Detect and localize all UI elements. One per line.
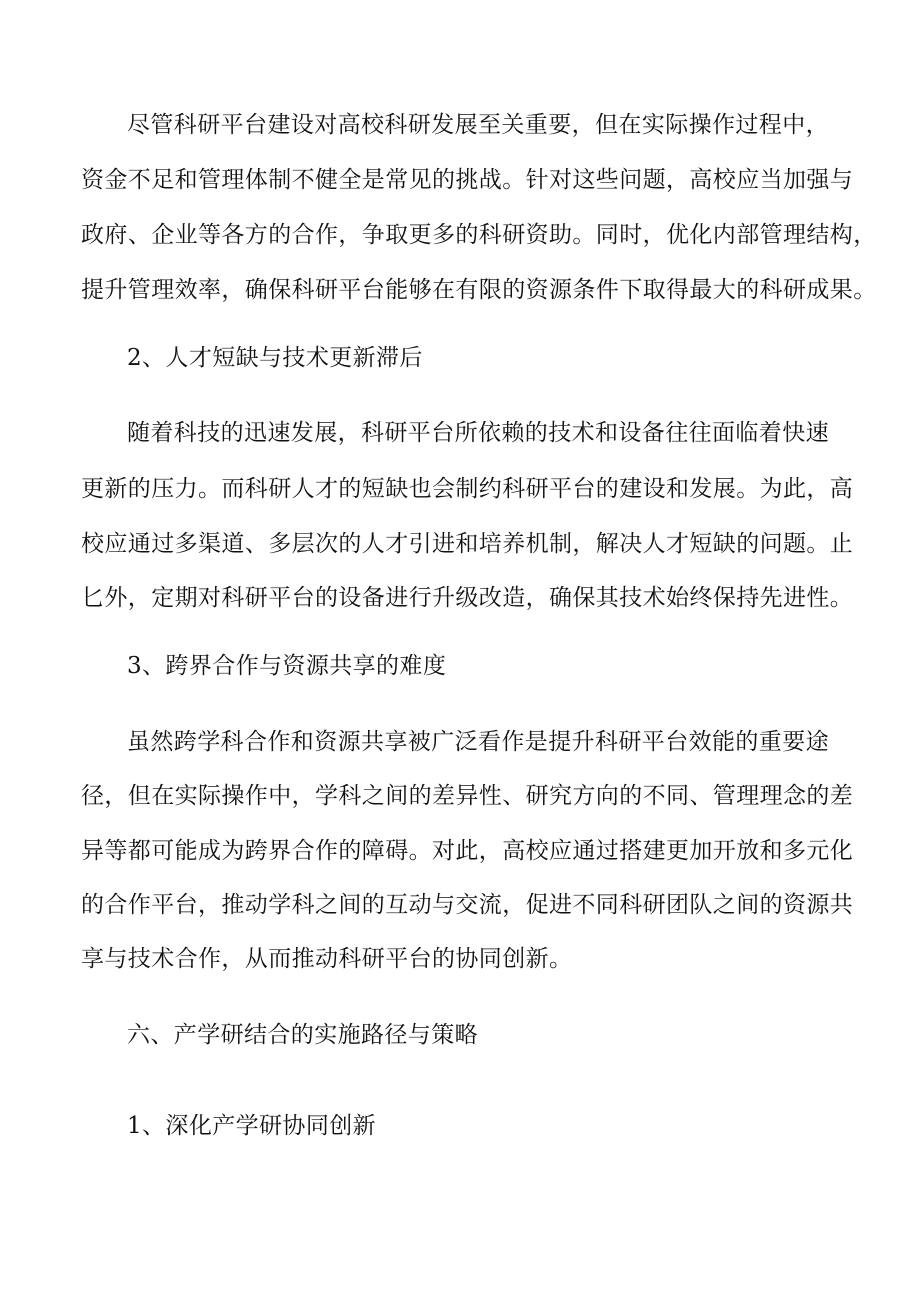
paragraph-2-line-1: 随着科技的迅速发展，科研平台所依赖的技术和设备往往面临着快速: [127, 420, 829, 446]
paragraph-3-line-3: 异等都可能成为跨界合作的障碍。对此，高校应通过搭建更加开放和多元化: [81, 838, 854, 864]
section-heading-talent-shortage: 2、人才短缺与技术更新滞后: [127, 345, 423, 371]
paragraph-1-line-2: 资金不足和管理体制不健全是常见的挑战。针对这些问题，高校应当加强与: [81, 167, 854, 193]
paragraph-1-line-1: 尽管科研平台建设对高校科研发展至关重要，但在实际操作过程中，: [127, 112, 829, 138]
paragraph-1-line-4: 提升管理效率，确保科研平台能够在有限的资源条件下取得最大的科研成果。: [81, 277, 877, 303]
paragraph-3-line-2: 径，但在实际操作中，学科之间的差异性、研究方向的不同、管理理念的差: [81, 783, 854, 809]
paragraph-2-line-2: 更新的压力。而科研人才的短缺也会制约科研平台的建设和发展。为此，高: [81, 476, 854, 502]
paragraph-3-line-1: 虽然跨学科合作和资源共享被广泛看作是提升科研平台效能的重要途: [127, 729, 829, 755]
paragraph-3-line-5: 享与技术合作，从而推动科研平台的协同创新。: [81, 946, 573, 972]
section-heading-cross-collaboration: 3、跨界合作与资源共享的难度: [127, 653, 447, 679]
chapter-heading-industry-academia: 六、产学研结合的实施路径与策略: [127, 1022, 478, 1048]
paragraph-1-line-3: 政府、企业等各方的合作，争取更多的科研资助。同时，优化内部管理结构，: [81, 222, 877, 248]
paragraph-2-line-3: 校应通过多渠道、多层次的人才引进和培养机制，解决人才短缺的问题。止: [81, 531, 854, 557]
paragraph-3-line-4: 的合作平台，推动学科之间的互动与交流，促进不同科研团队之间的资源共: [81, 892, 854, 918]
paragraph-2-line-4: 匕外，定期对科研平台的设备进行升级改造，确保其技术始终保持先进性。: [81, 585, 854, 611]
section-heading-deepen-innovation: 1、深化产学研协同创新: [127, 1113, 377, 1139]
